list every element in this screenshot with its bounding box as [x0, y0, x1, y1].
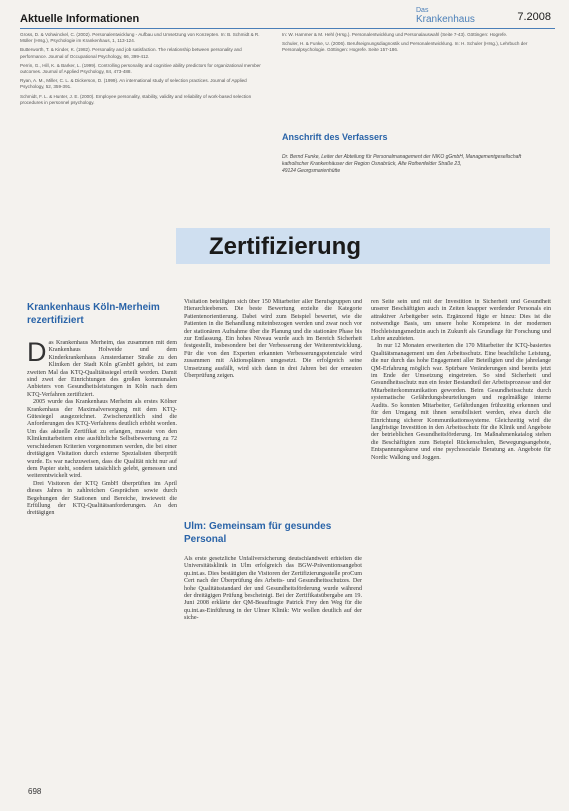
article-paragraph: 2005 wurde das Krankenhaus Merheim als erstes Kölner Krankenhaus der Maximalversorgung mit dem KTQ-Gütesiegel ausgezeichnet. Zwischenzeitlich sind die Anforderungen des KTQ-Verfahrens deutlich erhöht worden. Um das aktuelle Zertifikat zu erlangen, musste von den Klinikmitarbeitern eine ausführliche Selbstbewertung zu 72 verschiedenen Kriterien vorgenommen werden, die bei einer dreitägigen Visitation durch externe Spezialisten überprüft wurde. Es war nachzuweisen, dass die Qualität nicht nur auf dem Papier steht, sondern tatsächlich gelebt, gemessen und weiterentwickelt wird.	[27, 399, 177, 480]
reference-item: Gross, D. & Vohwinckel, C. (2002). Personalentwicklung - Aufbau und Umsetzung von Konzepten. In: B. Schmidt & R. Müller (Hrsg.), Psychologie im Krankenhaus, 1, 113-124.	[20, 32, 260, 44]
drop-cap: D	[27, 340, 47, 367]
section-banner-title: Zertifizierung	[209, 233, 362, 260]
article-body-koeln	[27, 340, 177, 780]
logo-prefix: Das	[416, 7, 429, 14]
article-paragraph: In nur 12 Monaten erweiterten die 170 Mitarbeiter ihr KTQ-basiertes Qualitätsmanagement um den Arbeitsschutz. Eine beachtliche Leistung, die nur durch das hohe Engagement aller Beteiligten und die jahrelange QM-Erfahrung möglich war. Spürbare Veränderungen sind bereits jetzt im Ende der Umsetzung eingetreten. So sind Sicherheit und Gesundheitsschutz nun ein fester Bestandteil der Arbeitsprozesse und der Mitarbeiterkommunikation geworden. Beim Gesundheitsschutz durch systematische Gefährdungsbeurteilungen und regelmäßige interne Audits. So konnten Mitarbeiter, Gefährdungen frühzeitig erkennen und für den Umgang mit ihnen sensibilisiert werden, etwa durch die Einrichtung sicherer Kommunikationssysteme. Gleichzeitig wird die langfristige Investition in den Arbeitsschutz für die Klinik und Angebote der betrieblichen Gesundheitsförderung. Im Maßnahmenkatalog stehen die Beschäftigten zum Beispiel Rückenschulen, Bewegungsangebote, Entspannungskurse und eine psychosoziale Beratung an. Angebote für Nordic Walking und Joggen.	[371, 343, 551, 461]
article-paragraph: Drei Visitoren der KTQ GmbH überprüften im April dieses Jahres in zahlreichen Gesprächen sowie durch Begehungen der Stationen und Bereiche, inwieweit die Erfüllung der KTQ-Qualitätsanforderungen. An den dreitägigen	[27, 480, 177, 517]
author-address-heading: Anschrift des Verfassers	[282, 132, 388, 142]
page-number: 698	[28, 787, 42, 796]
magazine-logo	[416, 6, 475, 24]
page-header	[20, 6, 555, 29]
article-paragraph: Visitation beteiligten sich über 150 Mitarbeiter aller Berufsgruppen und Hierarchieebenen. Die beste Bewertung erzielte die Kategorie Patientenorientierung. Dabei wird zum Beispiel bewertet, wie die Patienten in die Behandlung miteinbezogen werden und zwar noch vor der stationären Aufnahme über die Planung und die stationäre Phase bis zur Entlassung. Ein hohes Niveau wurde auch im Bereich Sicherheit festgestellt, insbesondere bei der Verbesserung der Weiterentwicklung. Für die von den Experten erkannten Verbesserungspotenziale wird zusammen mit Aktionsplänen umgesetzt. Die erfolgreich seine Umsetzung ausfällt, wird sich dann in drei Jahren bei der erneuten Überprüfung zeigen.	[184, 299, 362, 380]
article-paragraph	[27, 340, 177, 399]
reference-item: Schuler, H. & Funke, U. (2006). Berufseignungsdiagnostik und Personalentwicklung. In: H. Schuler (Hrsg.), Lehrbuch der Personalpsychologie. Göttingen: Hogrefe. Seite 157-186.	[282, 41, 528, 53]
reference-item: Butterworth, T. & Kinder, K. (1982). Personality and job satisfaction. The relationship between personality and performance. Journal of Occupational Psychology, 66, 399-412.	[20, 47, 242, 59]
reference-item: Perrin, G., Hill, K. & Barker, L. (1999). Controlling personality and cognitive ability predictors for organizational member outcomes. Journal of Applied Psychology, 84, 473-488.	[20, 62, 261, 75]
article-body-ulm	[184, 556, 362, 781]
reference-item: Schmidt, F. L. & Hunter, J. E. (2000). Employee personality, stability, validity and reliability of work-based selection procedures in personnel psychology.	[20, 93, 252, 105]
paragraph-text: as Krankenhaus Merheim, das zusammen mit dem Krankenhaus Holweide und dem Kinderkrankenhaus Amsterdamer Straße zu den Kliniken der Stadt Köln gGmbH gehört, ist zum zweiten Mal das KTQ-Qualitätssiegel erteilt worden. Damit sind zwei der Einrichtungen des großen kommunalen Anbieters von Gesundheitsleistungen in Köln nach dem KTQ-Verfahren zertifiziert.	[27, 340, 177, 398]
address-line: 49124 Georgsmarienhütte	[282, 168, 341, 174]
section-title: Aktuelle Informationen	[20, 13, 140, 25]
article-paragraph: ren Seite sein und mit der Investition in Sicherheit und Gesundheit unserer Beschäftigten auch in Zeiten knapper werdender Personals ein attraktiver Arbeitgeber sein. Ergänzend fügte er hinzu: Dies ist die notwendige Basis, um unsere hohe Kompetenz in der modernen Hochleistungsmedizin auch in Zukunft als Grundlage für Forschung und Lehre anzubieten.	[371, 299, 551, 343]
references-right	[282, 32, 544, 57]
reference-item: Ryan, A. M., Miller, C. L. & Dickerson, D. (1999). An international study of selection practices. Journal of Applied Psychology, 52, 359-391.	[20, 78, 247, 90]
references-left	[20, 32, 265, 109]
article-title-ulm: Ulm: Gemeinsam für gesundes Personal	[184, 521, 332, 545]
article-paragraph: Als erste gesetzliche Unfallversicherung deutschlandweit erhielten die Universitätsklinik in Ulm erfolgreich das BGW-Präventionsangebot qu.int.as. Dies bestätigten die Visitoren der Zertifizierungsstelle proCum Cert nach der Überprüfung des Arbeits- und Gesundheitsschutzes. Der hohe Qualitätsstandard der und Gesundheitsförderung wurde während der dreitägigen Prüfung bescheinigt. Bei der Zertifikatsübergabe am 19. Juni 2008 erklärte der QM-Beauftragte Patrick Frey den Weg für die qu.int.as-Einführung in der Ulmer Klinik: Wir wollen deutlich auf der siche-	[184, 556, 362, 622]
article-body-ulm-continued	[371, 299, 551, 781]
author-address	[282, 154, 544, 175]
reference-item: In: W. Hammer & M. Hehl (Hrsg.). Personalentwicklung und Personalauswahl (Seite 7-43). Göttingen: Hogrefe.	[282, 32, 508, 37]
article-title-koeln: Krankenhaus Köln-Merheim rezertifiziert	[27, 302, 160, 326]
logo-name: Krankenhaus	[416, 14, 475, 25]
address-line: Dr. Bernd Funke, Leiter der Abteilung für Personalmanagement der NIKO gGmbH, Managementgesellschaft katholischer Krankenhäuser der Region Osnabrück, Alte Rothenfelder Straße 23,	[282, 154, 522, 167]
article-body-koeln-continued	[184, 299, 362, 509]
issue-number: 7.2008	[517, 11, 551, 23]
